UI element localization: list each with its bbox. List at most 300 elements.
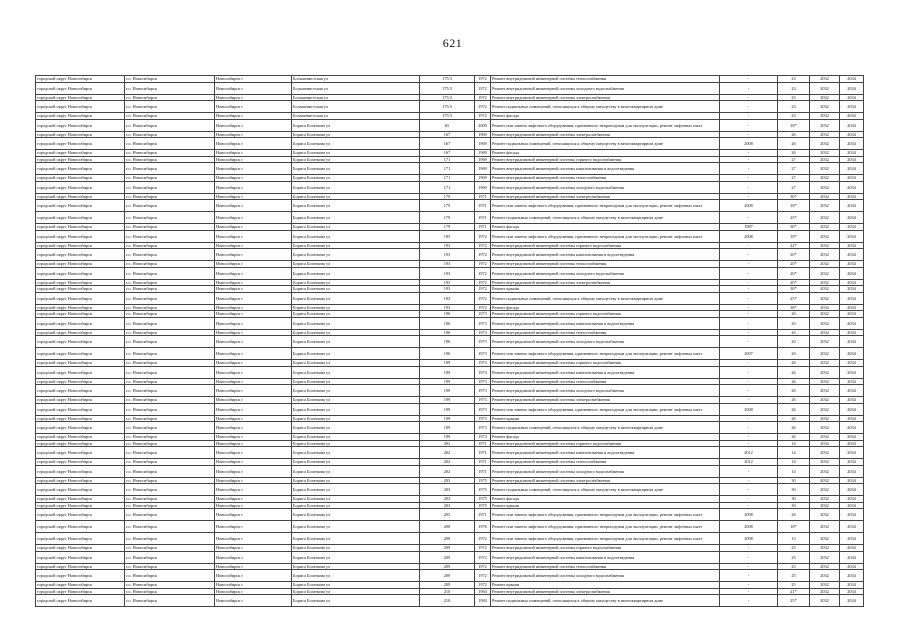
municipality-cell: городской округ Новосибирск [36, 465, 125, 477]
street-cell: Бориса Богаткова ул [292, 563, 420, 570]
settlement-cell: г.о. Новосибирск [125, 545, 215, 552]
municipality-cell: городской округ Новосибирск [36, 193, 125, 200]
wear-cell: 25* [778, 595, 810, 607]
work-type-cell: Ремонт внутридомовой инженерной системы канализования и водоотведения [491, 249, 720, 261]
street-cell: Бориса Богаткова ул [292, 403, 420, 415]
start-year-cell: 2032 [810, 570, 840, 582]
house-number-cell: 171 [420, 163, 475, 175]
settlement-cell: г.о. Новосибирск [125, 249, 215, 261]
municipality-cell: городской округ Новосибирск [36, 101, 125, 113]
street-cell: Бориса Богаткова ул [292, 360, 420, 367]
work-type-cell: Ремонт или замена лифтового оборудования, признанного непригодным для эксплуатации, ремонт лифтовых шахт [491, 509, 720, 521]
build-year-cell: 1972 [475, 304, 491, 311]
wear-cell: 26 [778, 434, 810, 441]
last-repair-year-cell: - [720, 551, 778, 563]
settlement-cell: г.о. Новосибирск [125, 397, 215, 404]
table-row [36, 181, 864, 193]
start-year-cell: 2032 [810, 366, 840, 378]
start-year-cell: 2032 [810, 563, 840, 570]
last-repair-year-cell: - [720, 101, 778, 113]
table-row [36, 366, 864, 378]
build-year-cell: 1969 [475, 150, 491, 157]
settlement-cell: г.о. Новосибирск [125, 224, 215, 231]
work-type-cell: Ремонт внутридомовой инженерной системы теплоснабжения [491, 459, 720, 466]
last-repair-year-cell: - [720, 440, 778, 447]
city-cell: Новосибирск г [215, 465, 292, 477]
city-cell: Новосибирск г [215, 317, 292, 329]
street-cell: Большевистская ул [292, 76, 420, 83]
wear-cell: 30* [778, 193, 810, 200]
municipality-cell: городской округ Новосибирск [36, 212, 125, 224]
municipality-cell: городской округ Новосибирск [36, 422, 125, 434]
municipality-cell: городской округ Новосибирск [36, 242, 125, 249]
city-cell: Новосибирск г [215, 422, 292, 434]
end-year-cell: 2034 [840, 156, 864, 163]
street-cell: Бориса Богаткова ул [292, 484, 420, 496]
city-cell: Новосибирск г [215, 286, 292, 293]
work-type-cell: Ремонт внутридомовой инженерной системы холодного водоснабжения [491, 82, 720, 94]
table-row [36, 138, 864, 150]
street-cell: Бориса Богаткова ул [292, 304, 420, 311]
last-repair-year-cell: - [720, 588, 778, 595]
start-year-cell: 2032 [810, 76, 840, 83]
build-year-cell: 1971 [475, 200, 491, 212]
start-year-cell: 2032 [810, 551, 840, 563]
municipality-cell: городской округ Новосибирск [36, 521, 125, 533]
city-cell: Новосибирск г [215, 249, 292, 261]
work-type-cell: Ремонт внутридомовой инженерной системы канализования и водоотведения [491, 447, 720, 459]
end-year-cell: 2034 [840, 224, 864, 231]
house-number-cell: 196 [420, 317, 475, 329]
work-type-cell: Ремонт внутридомовой инженерной системы теплоснабжения [491, 329, 720, 336]
wear-cell: 18* [778, 230, 810, 242]
build-year-cell: 1971 [475, 459, 491, 466]
house-number-cell: 208 [420, 533, 475, 545]
build-year-cell: 1973 [475, 378, 491, 385]
house-number-cell: 171 [420, 175, 475, 182]
last-repair-year-cell: 2008 [720, 200, 778, 212]
last-repair-year-cell: - [720, 484, 778, 496]
build-year-cell: 1973 [475, 329, 491, 336]
last-repair-year-cell: - [720, 94, 778, 101]
last-repair-year-cell: - [720, 212, 778, 224]
wear-cell: 25 [778, 545, 810, 552]
build-year-cell: 1973 [475, 397, 491, 404]
last-repair-year-cell: 2012 [720, 459, 778, 466]
build-year-cell: 1975 [475, 496, 491, 503]
settlement-cell: г.о. Новосибирск [125, 582, 215, 589]
house-number-cell: 209 [420, 551, 475, 563]
table-row [36, 551, 864, 563]
start-year-cell: 2032 [810, 181, 840, 193]
street-cell: Бориса Богаткова ул [292, 200, 420, 212]
house-number-cell: 171 [420, 181, 475, 193]
municipality-cell: городской округ Новосибирск [36, 304, 125, 311]
build-year-cell: 1973 [475, 348, 491, 360]
wear-cell: 26 [778, 403, 810, 415]
table-row [36, 292, 864, 304]
work-type-cell: Ремонт фасада [491, 304, 720, 311]
street-cell: Большевистская ул [292, 101, 420, 113]
settlement-cell: г.о. Новосибирск [125, 101, 215, 113]
start-year-cell: 2032 [810, 131, 840, 138]
settlement-cell: г.о. Новосибирск [125, 459, 215, 466]
build-year-cell: 1972 [475, 76, 491, 83]
last-repair-year-cell: - [720, 582, 778, 589]
build-year-cell: 1975 [475, 484, 491, 496]
start-year-cell: 2032 [810, 422, 840, 434]
end-year-cell: 2034 [840, 509, 864, 521]
municipality-cell: городской округ Новосибирск [36, 156, 125, 163]
city-cell: Новосибирск г [215, 378, 292, 385]
wear-cell: 30 [778, 477, 810, 484]
city-cell: Новосибирск г [215, 484, 292, 496]
settlement-cell: г.о. Новосибирск [125, 317, 215, 329]
build-year-cell: 1984 [475, 595, 491, 607]
city-cell: Новосибирск г [215, 150, 292, 157]
house-number-cell: 167 [420, 131, 475, 138]
table-row [36, 230, 864, 242]
build-year-cell: 1975 [475, 502, 491, 509]
city-cell: Новосибирск г [215, 440, 292, 447]
last-repair-year-cell: 2008 [720, 509, 778, 521]
work-type-cell: Ремонт внутридомовой инженерной системы горячего водоснабжения [491, 360, 720, 367]
city-cell: Новосибирск г [215, 138, 292, 150]
work-type-cell: Ремонт или замена лифтового оборудования, признанного непригодным для эксплуатации, ремонт лифтовых шахт [491, 230, 720, 242]
build-year-cell: 1972 [475, 94, 491, 101]
settlement-cell: г.о. Новосибирск [125, 311, 215, 318]
municipality-cell: городской округ Новосибирск [36, 175, 125, 182]
municipality-cell: городской округ Новосибирск [36, 595, 125, 607]
last-repair-year-cell: - [720, 286, 778, 293]
build-year-cell: 1971 [475, 224, 491, 231]
start-year-cell: 2032 [810, 150, 840, 157]
build-year-cell: 1969 [475, 163, 491, 175]
last-repair-year-cell: - [720, 131, 778, 138]
city-cell: Новосибирск г [215, 304, 292, 311]
municipality-cell: городской округ Новосибирск [36, 533, 125, 545]
build-year-cell: 1973 [475, 434, 491, 441]
settlement-cell: г.о. Новосибирск [125, 193, 215, 200]
start-year-cell: 2032 [810, 329, 840, 336]
end-year-cell: 2034 [840, 94, 864, 101]
build-year-cell: 1972 [475, 261, 491, 268]
wear-cell: 30 [778, 496, 810, 503]
municipality-cell: городской округ Новосибирск [36, 329, 125, 336]
work-type-cell: Ремонт подвальных помещений, относящихся к общему имуществу в многоквартирном доме [491, 595, 720, 607]
last-repair-year-cell: - [720, 545, 778, 552]
municipality-cell: городской округ Новосибирск [36, 403, 125, 415]
end-year-cell: 2034 [840, 230, 864, 242]
municipality-cell: городской округ Новосибирск [36, 447, 125, 459]
end-year-cell: 2034 [840, 131, 864, 138]
wear-cell: 18* [778, 119, 810, 131]
build-year-cell: 1973 [475, 422, 491, 434]
settlement-cell: г.о. Новосибирск [125, 385, 215, 397]
street-cell: Бориса Богаткова ул [292, 242, 420, 249]
street-cell: Бориса Богаткова ул [292, 193, 420, 200]
wear-cell: 27 [778, 175, 810, 182]
end-year-cell: 2034 [840, 484, 864, 496]
start-year-cell: 2032 [810, 113, 840, 120]
house-number-cell: 193 [420, 242, 475, 249]
settlement-cell: г.о. Новосибирск [125, 484, 215, 496]
end-year-cell: 2034 [840, 465, 864, 477]
street-cell: Бориса Богаткова ул [292, 138, 420, 150]
start-year-cell: 2032 [810, 397, 840, 404]
city-cell: Новосибирск г [215, 509, 292, 521]
settlement-cell: г.о. Новосибирск [125, 588, 215, 595]
municipality-cell: городской округ Новосибирск [36, 484, 125, 496]
street-cell: Бориса Богаткова ул [292, 175, 420, 182]
table-row [36, 570, 864, 582]
house-number-cell: 210 [420, 588, 475, 595]
start-year-cell: 2032 [810, 317, 840, 329]
municipality-cell: городской округ Новосибирск [36, 150, 125, 157]
end-year-cell: 2034 [840, 496, 864, 503]
last-repair-year-cell: - [720, 249, 778, 261]
street-cell: Бориса Богаткова ул [292, 440, 420, 447]
street-cell: Бориса Богаткова ул [292, 348, 420, 360]
start-year-cell: 2032 [810, 279, 840, 286]
city-cell: Новосибирск г [215, 582, 292, 589]
house-number-cell: 210 [420, 595, 475, 607]
table-row [36, 348, 864, 360]
settlement-cell: г.о. Новосибирск [125, 131, 215, 138]
city-cell: Новосибирск г [215, 242, 292, 249]
wear-cell: 26 [778, 397, 810, 404]
start-year-cell: 2032 [810, 434, 840, 441]
start-year-cell: 2032 [810, 360, 840, 367]
municipality-cell: городской округ Новосибирск [36, 311, 125, 318]
wear-cell: 14 [778, 465, 810, 477]
table-row [36, 163, 864, 175]
work-type-cell: Ремонт внутридомовой инженерной системы теплоснабжения [491, 378, 720, 385]
house-number-cell: 196 [420, 311, 475, 318]
municipality-cell: городской округ Новосибирск [36, 82, 125, 94]
street-cell: Бориса Богаткова ул [292, 181, 420, 193]
start-year-cell: 2032 [810, 292, 840, 304]
end-year-cell: 2034 [840, 360, 864, 367]
work-type-cell: Ремонт фасада [491, 496, 720, 503]
settlement-cell: г.о. Новосибирск [125, 563, 215, 570]
wear-cell: 20* [778, 261, 810, 268]
settlement-cell: г.о. Новосибирск [125, 150, 215, 157]
last-repair-year-cell: - [720, 242, 778, 249]
municipality-cell: городской округ Новосибирск [36, 94, 125, 101]
city-cell: Новосибирск г [215, 588, 292, 595]
house-number-cell: 199 [420, 403, 475, 415]
municipality-cell: городской округ Новосибирск [36, 434, 125, 441]
wear-cell: 26 [778, 131, 810, 138]
wear-cell: 26 [778, 378, 810, 385]
build-year-cell: 1973 [475, 336, 491, 348]
start-year-cell: 2032 [810, 336, 840, 348]
work-type-cell: Ремонт внутридомовой инженерной системы канализования и водоотведения [491, 317, 720, 329]
settlement-cell: г.о. Новосибирск [125, 447, 215, 459]
street-cell: Бориса Богаткова ул [292, 465, 420, 477]
build-year-cell: 1969 [475, 156, 491, 163]
city-cell: Новосибирск г [215, 502, 292, 509]
house-number-cell: 199 [420, 397, 475, 404]
house-number-cell: 199 [420, 415, 475, 422]
last-repair-year-cell: - [720, 329, 778, 336]
last-repair-year-cell: - [720, 267, 778, 279]
last-repair-year-cell: - [720, 317, 778, 329]
settlement-cell: г.о. Новосибирск [125, 200, 215, 212]
build-year-cell: 1973 [475, 366, 491, 378]
wear-cell: 20* [778, 279, 810, 286]
last-repair-year-cell: - [720, 175, 778, 182]
build-year-cell: 1971 [475, 447, 491, 459]
municipality-cell: городской округ Новосибирск [36, 261, 125, 268]
house-number-cell: 175/3 [420, 82, 475, 94]
last-repair-year-cell: - [720, 76, 778, 83]
work-type-cell: Ремонт внутридомовой инженерной системы холодного водоснабжения [491, 465, 720, 477]
house-number-cell: 205 [420, 509, 475, 521]
house-number-cell: 203 [420, 484, 475, 496]
build-year-cell: 1969 [475, 138, 491, 150]
house-number-cell: 193 [420, 279, 475, 286]
end-year-cell: 2034 [840, 582, 864, 589]
wear-cell: 26 [778, 366, 810, 378]
wear-cell: 14 [778, 440, 810, 447]
city-cell: Новосибирск г [215, 175, 292, 182]
work-type-cell: Ремонт внутридомовой инженерной системы холодного водоснабжения [491, 336, 720, 348]
street-cell: Бориса Богаткова ул [292, 286, 420, 293]
wear-cell: 26 [778, 509, 810, 521]
last-repair-year-cell: - [720, 156, 778, 163]
municipality-cell: городской округ Новосибирск [36, 163, 125, 175]
settlement-cell: г.о. Новосибирск [125, 113, 215, 120]
end-year-cell: 2034 [840, 304, 864, 311]
settlement-cell: г.о. Новосибирск [125, 175, 215, 182]
municipality-cell: городской округ Новосибирск [36, 138, 125, 150]
end-year-cell: 2034 [840, 292, 864, 304]
end-year-cell: 2034 [840, 533, 864, 545]
build-year-cell: 1972 [475, 292, 491, 304]
start-year-cell: 2032 [810, 200, 840, 212]
city-cell: Новосибирск г [215, 521, 292, 533]
house-number-cell: 202 [420, 459, 475, 466]
city-cell: Новосибирск г [215, 156, 292, 163]
end-year-cell: 2034 [840, 317, 864, 329]
settlement-cell: г.о. Новосибирск [125, 378, 215, 385]
house-number-cell: 199 [420, 366, 475, 378]
last-repair-year-cell: - [720, 150, 778, 157]
city-cell: Новосибирск г [215, 181, 292, 193]
municipality-cell: городской округ Новосибирск [36, 336, 125, 348]
work-type-cell: Ремонт или замена лифтового оборудования, признанного непригодным для эксплуатации, ремонт лифтовых шахт [491, 533, 720, 545]
wear-cell: 18* [778, 200, 810, 212]
work-type-cell: Ремонт внутридомовой инженерной системы канализования и водоотведения [491, 366, 720, 378]
street-cell: Большевистская ул [292, 82, 420, 94]
house-number-cell: 209 [420, 563, 475, 570]
house-number-cell: 203 [420, 477, 475, 484]
settlement-cell: г.о. Новосибирск [125, 230, 215, 242]
wear-cell: 20* [778, 267, 810, 279]
municipality-cell: городской округ Новосибирск [36, 563, 125, 570]
city-cell: Новосибирск г [215, 360, 292, 367]
end-year-cell: 2034 [840, 175, 864, 182]
start-year-cell: 2032 [810, 261, 840, 268]
start-year-cell: 2032 [810, 230, 840, 242]
last-repair-year-cell: - [720, 163, 778, 175]
municipality-cell: городской округ Новосибирск [36, 181, 125, 193]
wear-cell: 27 [778, 156, 810, 163]
wear-cell: 26 [778, 360, 810, 367]
house-number-cell: 193 [420, 267, 475, 279]
work-type-cell: Ремонт внутридомовой инженерной системы горячего водоснабжения [491, 440, 720, 447]
last-repair-year-cell: - [720, 422, 778, 434]
end-year-cell: 2034 [840, 336, 864, 348]
work-type-cell: Ремонт внутридомовой инженерной системы горячего водоснабжения [491, 311, 720, 318]
city-cell: Новосибирск г [215, 292, 292, 304]
build-year-cell: 1971 [475, 212, 491, 224]
wear-cell: 14 [778, 447, 810, 459]
work-type-cell: Ремонт внутридомовой инженерной системы теплоснабжения [491, 563, 720, 570]
city-cell: Новосибирск г [215, 348, 292, 360]
settlement-cell: г.о. Новосибирск [125, 82, 215, 94]
start-year-cell: 2032 [810, 477, 840, 484]
end-year-cell: 2034 [840, 551, 864, 563]
work-type-cell: Ремонт внутридомовой инженерной системы теплоснабжения [491, 175, 720, 182]
start-year-cell: 2032 [810, 459, 840, 466]
build-year-cell: 1972 [475, 101, 491, 113]
end-year-cell: 2034 [840, 595, 864, 607]
municipality-cell: городской округ Новосибирск [36, 119, 125, 131]
work-type-cell: Ремонт внутридомовой инженерной системы холодного водоснабжения [491, 385, 720, 397]
city-cell: Новосибирск г [215, 434, 292, 441]
wear-cell: 30 [778, 484, 810, 496]
last-repair-year-cell: - [720, 311, 778, 318]
settlement-cell: г.о. Новосибирск [125, 366, 215, 378]
end-year-cell: 2034 [840, 434, 864, 441]
street-cell: Бориса Богаткова ул [292, 329, 420, 336]
start-year-cell: 2032 [810, 348, 840, 360]
start-year-cell: 2032 [810, 163, 840, 175]
work-type-cell: Ремонт внутридомовой инженерной системы теплоснабжения [491, 261, 720, 268]
house-number-cell: 193 [420, 304, 475, 311]
start-year-cell: 2032 [810, 193, 840, 200]
city-cell: Новосибирск г [215, 101, 292, 113]
street-cell: Бориса Богаткова ул [292, 249, 420, 261]
build-year-cell: 1973 [475, 311, 491, 318]
table-row [36, 403, 864, 415]
build-year-cell: 1984 [475, 588, 491, 595]
build-year-cell: 1971 [475, 509, 491, 521]
last-repair-year-cell: - [720, 378, 778, 385]
start-year-cell: 2032 [810, 385, 840, 397]
wear-cell: 27 [778, 163, 810, 175]
end-year-cell: 2034 [840, 113, 864, 120]
street-cell: Бориса Богаткова ул [292, 131, 420, 138]
last-repair-year-cell: 2008 [720, 138, 778, 150]
wear-cell: 26 [778, 385, 810, 397]
city-cell: Новосибирск г [215, 533, 292, 545]
settlement-cell: г.о. Новосибирск [125, 502, 215, 509]
settlement-cell: г.о. Новосибирск [125, 304, 215, 311]
last-repair-year-cell: - [720, 304, 778, 311]
wear-cell: 27 [778, 181, 810, 193]
house-number-cell: 167 [420, 150, 475, 157]
wear-cell: 30* [778, 224, 810, 231]
city-cell: Новосибирск г [215, 212, 292, 224]
work-type-cell: Ремонт подвальных помещений, относящихся к общему имуществу в многоквартирном доме [491, 422, 720, 434]
build-year-cell: 1972 [475, 551, 491, 563]
build-year-cell: 1971 [475, 440, 491, 447]
last-repair-year-cell: - [720, 113, 778, 120]
